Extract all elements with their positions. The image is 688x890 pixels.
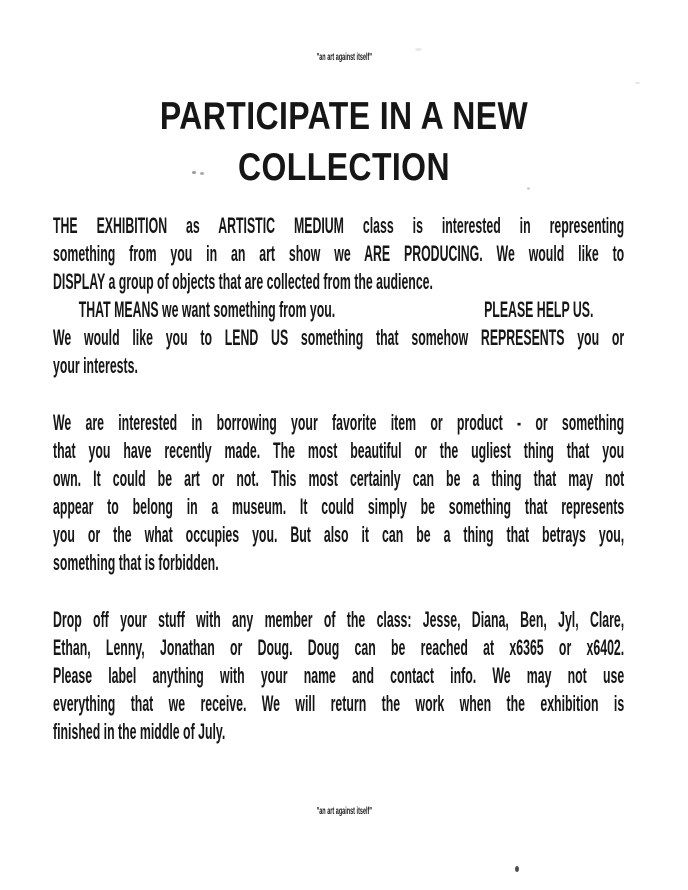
text-line: We would like you to LEND US something that somehow REPRESENTS you or [53,325,625,350]
text-line: Ethan, Lenny, Jonathan or Doug. Doug can be reached at x6365 or x6402. [53,635,625,660]
scan-speck [527,187,530,190]
header-quote [0,51,688,65]
paragraph-3 [53,606,624,746]
text-line: you or the what occupies you. But also it can be a thing that betrays you, [53,522,625,547]
page-title-line-1: PARTICIPATE IN A NEW [159,95,529,138]
page-title [0,91,688,193]
text-line: that you have recently made. The most beautiful or the ugliest thing that you [53,438,625,463]
text-line: Drop off your stuff with any member of the class: Jesse, Diana, Ben, Jyl, Clare, [53,607,625,632]
text-line: DISPLAY a group of objects that are collected from the audience. [53,269,433,294]
scan-speck [515,866,519,872]
text-line: THE EXHIBITION as ARTISTIC MEDIUM class is interested in representing [53,213,625,238]
body-text [53,212,624,746]
scan-speck [192,171,196,174]
text-line-left: THAT MEANS we want something from you. [78,297,336,322]
text-line: own. It could be art or not. This most certainly can be a thing that may not [53,466,625,491]
scan-speck [200,172,204,175]
page-title-line-2: COLLECTION [238,146,450,189]
text-line: everything that we receive. We will return the work when the exhibition is [53,691,625,716]
header-quote-text: "an art against itself" [316,52,372,63]
text-line: something that is forbidden. [53,550,219,575]
text-line: finished in the middle of July. [53,719,226,744]
text-line: Please label anything with your name and contact info. We may not use [53,663,625,688]
footer-quote-text: "an art against itself" [316,806,372,817]
paragraph-1 [53,212,624,380]
text-line: something from you in an art show we ARE PRODUCING. We would like to [53,241,625,266]
text-line-right: PLEASE HELP US. [484,297,594,322]
paragraph-2 [53,409,624,577]
scan-speck [415,48,422,51]
scan-speck [635,82,640,84]
text-line [53,296,624,324]
text-line: your interests. [53,353,138,378]
text-line: We are interested in borrowing your favorite item or product - or something [53,410,625,435]
text-line: appear to belong in a museum. It could simply be something that represents [53,494,625,519]
footer-quote [0,805,688,819]
